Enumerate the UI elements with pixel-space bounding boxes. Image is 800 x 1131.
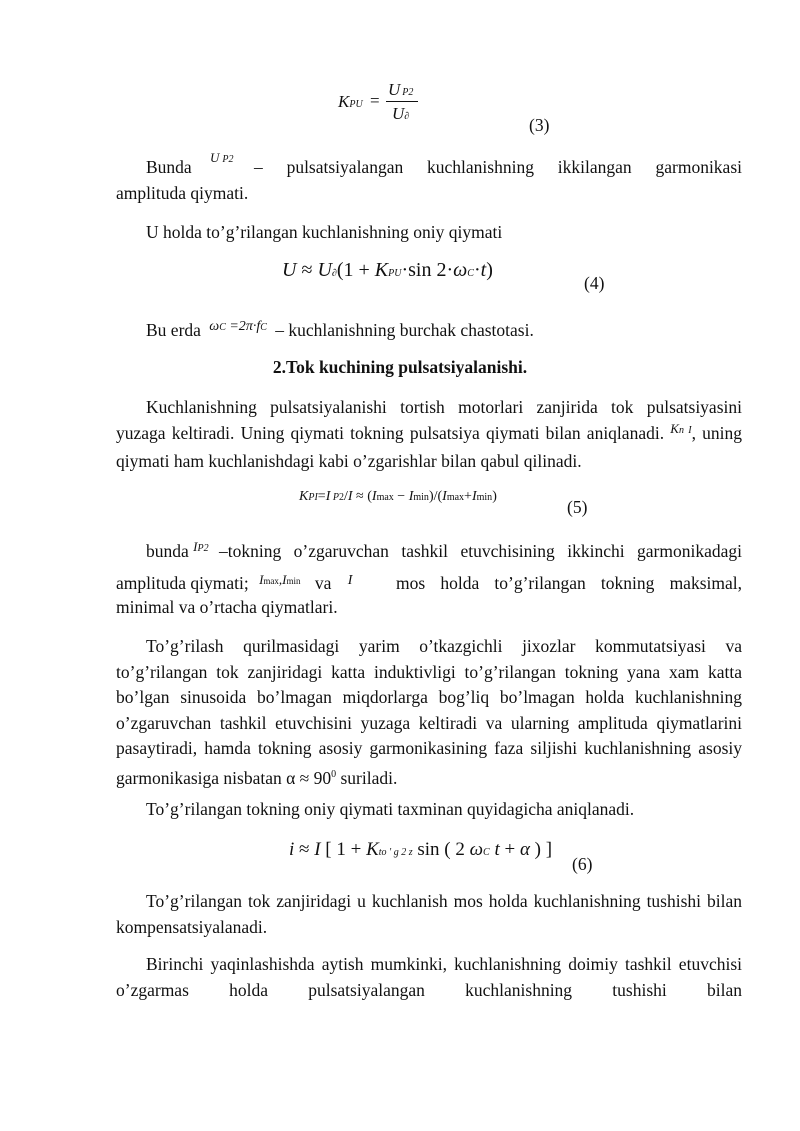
eq6-number: (6) xyxy=(572,854,593,874)
p4-text: Kuchlanishning pulsatsiyalanishi tortish motorlari zanjirida tok pulsatsiyasini yuzaga keltiradi. Uning qiymati tokning pulsatsiya qiymati bilan aniqlanadi. xyxy=(116,397,742,443)
p3-start: Bu erda xyxy=(146,320,201,340)
eq3-numerator: U P2 xyxy=(388,80,414,99)
p4-symbol: Kп I xyxy=(670,420,692,436)
p1-line2: amplituda qiymati. xyxy=(116,183,249,203)
eq4-number: (4) xyxy=(584,273,605,293)
p7-text: To’g’rilangan tokning oniy qiymati taxminan quyidagicha aniqlanadi. xyxy=(146,799,635,819)
p5-symbols2: Imax,Imin xyxy=(259,572,301,587)
p5-start: bunda xyxy=(146,541,189,561)
p4-text-after: , uning qiymati ham kuchlanishdagi kabi o’zgarishlar bilan qabul qilinadi. xyxy=(116,422,742,471)
p6-paragraph xyxy=(116,634,742,791)
p1-line1-rest: – pulsatsiyalangan kuchlanishning ikkilangan garmonikasi xyxy=(254,157,742,177)
eq3-denominator: U∂ xyxy=(392,104,410,123)
eq3-lhs: KPU xyxy=(338,92,363,111)
eq3-number: (3) xyxy=(529,115,550,135)
equation-6: i ≈ I [ 1 + Kto ' g 2 z sin ( 2 ωC t + α ) ] xyxy=(289,839,553,860)
p4-paragraph xyxy=(116,395,742,475)
p5-symbol3: I xyxy=(347,573,353,588)
p2-text: U holda to’g’rilangan kuchlanishning oniy qiymati xyxy=(146,222,503,242)
p6-superscript: 0 xyxy=(331,768,337,780)
equation-4: U ≈ U∂(1 + KPU·sin 2·ωC·t) xyxy=(282,259,493,281)
p1-start: Bunda xyxy=(146,157,192,177)
eq3-fraction-bar xyxy=(386,101,418,102)
p6-text: To’g’rilash qurilmasidagi yarim o’tkazgichli jixozlar kommutatsiyasi va to’g’rilangan tok zanjiridagi katta induktivligi to’g’rilangan tokning yana xam katta bo’lgan sinusoida bo’lmagan miqdorlarga bog’liq bo’lmagan holda kuchlanishning o’zgaruvchan tashkil etuvchisini yuzaga keltiradi va ularning amplituda qiymatlarini pasaytiradi, hamda tokning asosiy garmonikasining faza siljishi kuchlanishning asosiy garmonikasiga nisbatan α ≈ 90 xyxy=(116,636,742,788)
p5-line2-a: amplituda qiymati; xyxy=(116,573,249,593)
section-heading: 2.Tok kuchining pulsatsiyalanishi. xyxy=(272,357,528,377)
eq5-number: (5) xyxy=(567,497,588,517)
p3-line xyxy=(146,320,534,341)
equation-5: KPI=I P2/I ≈ (Imax − Imin)/(Imax+Imin) xyxy=(299,489,497,504)
p5-line1-start xyxy=(146,541,209,562)
p5-line2-b: va xyxy=(314,573,332,593)
p5-symbol: IP2 xyxy=(193,539,209,554)
p5-line2-c: mos holda to’g’rilangan tokning maksimal, xyxy=(396,573,742,593)
p1-symbol-u: U P2 xyxy=(210,150,234,165)
p3-formula: ωC =2π·fC xyxy=(209,319,267,334)
p5-line3: minimal va o’rtacha qiymatlari. xyxy=(116,597,338,617)
eq3-equals: = xyxy=(370,91,380,110)
p5-line1-rest: –tokning o’zgaruvchan tashkil etuvchisining ikkinchi garmonikadagi xyxy=(219,541,742,561)
p6-tail: suriladi. xyxy=(336,767,398,788)
p8-paragraph: To’g’rilangan tok zanjiridagi u kuchlanish mos holda kuchlanishning tushishi bilan kompensatsiyalanadi. xyxy=(116,891,742,937)
p9-paragraph: Birinchi yaqinlashishda aytish mumkinki, kuchlanishning doimiy tashkil etuvchisi o’zgarmas holda pulsatsiyalangan kuchlanishning tushishi bilan xyxy=(116,954,742,1000)
equation-3 xyxy=(338,80,438,130)
p3-rest: – kuchlanishning burchak chastotasi. xyxy=(275,320,534,340)
